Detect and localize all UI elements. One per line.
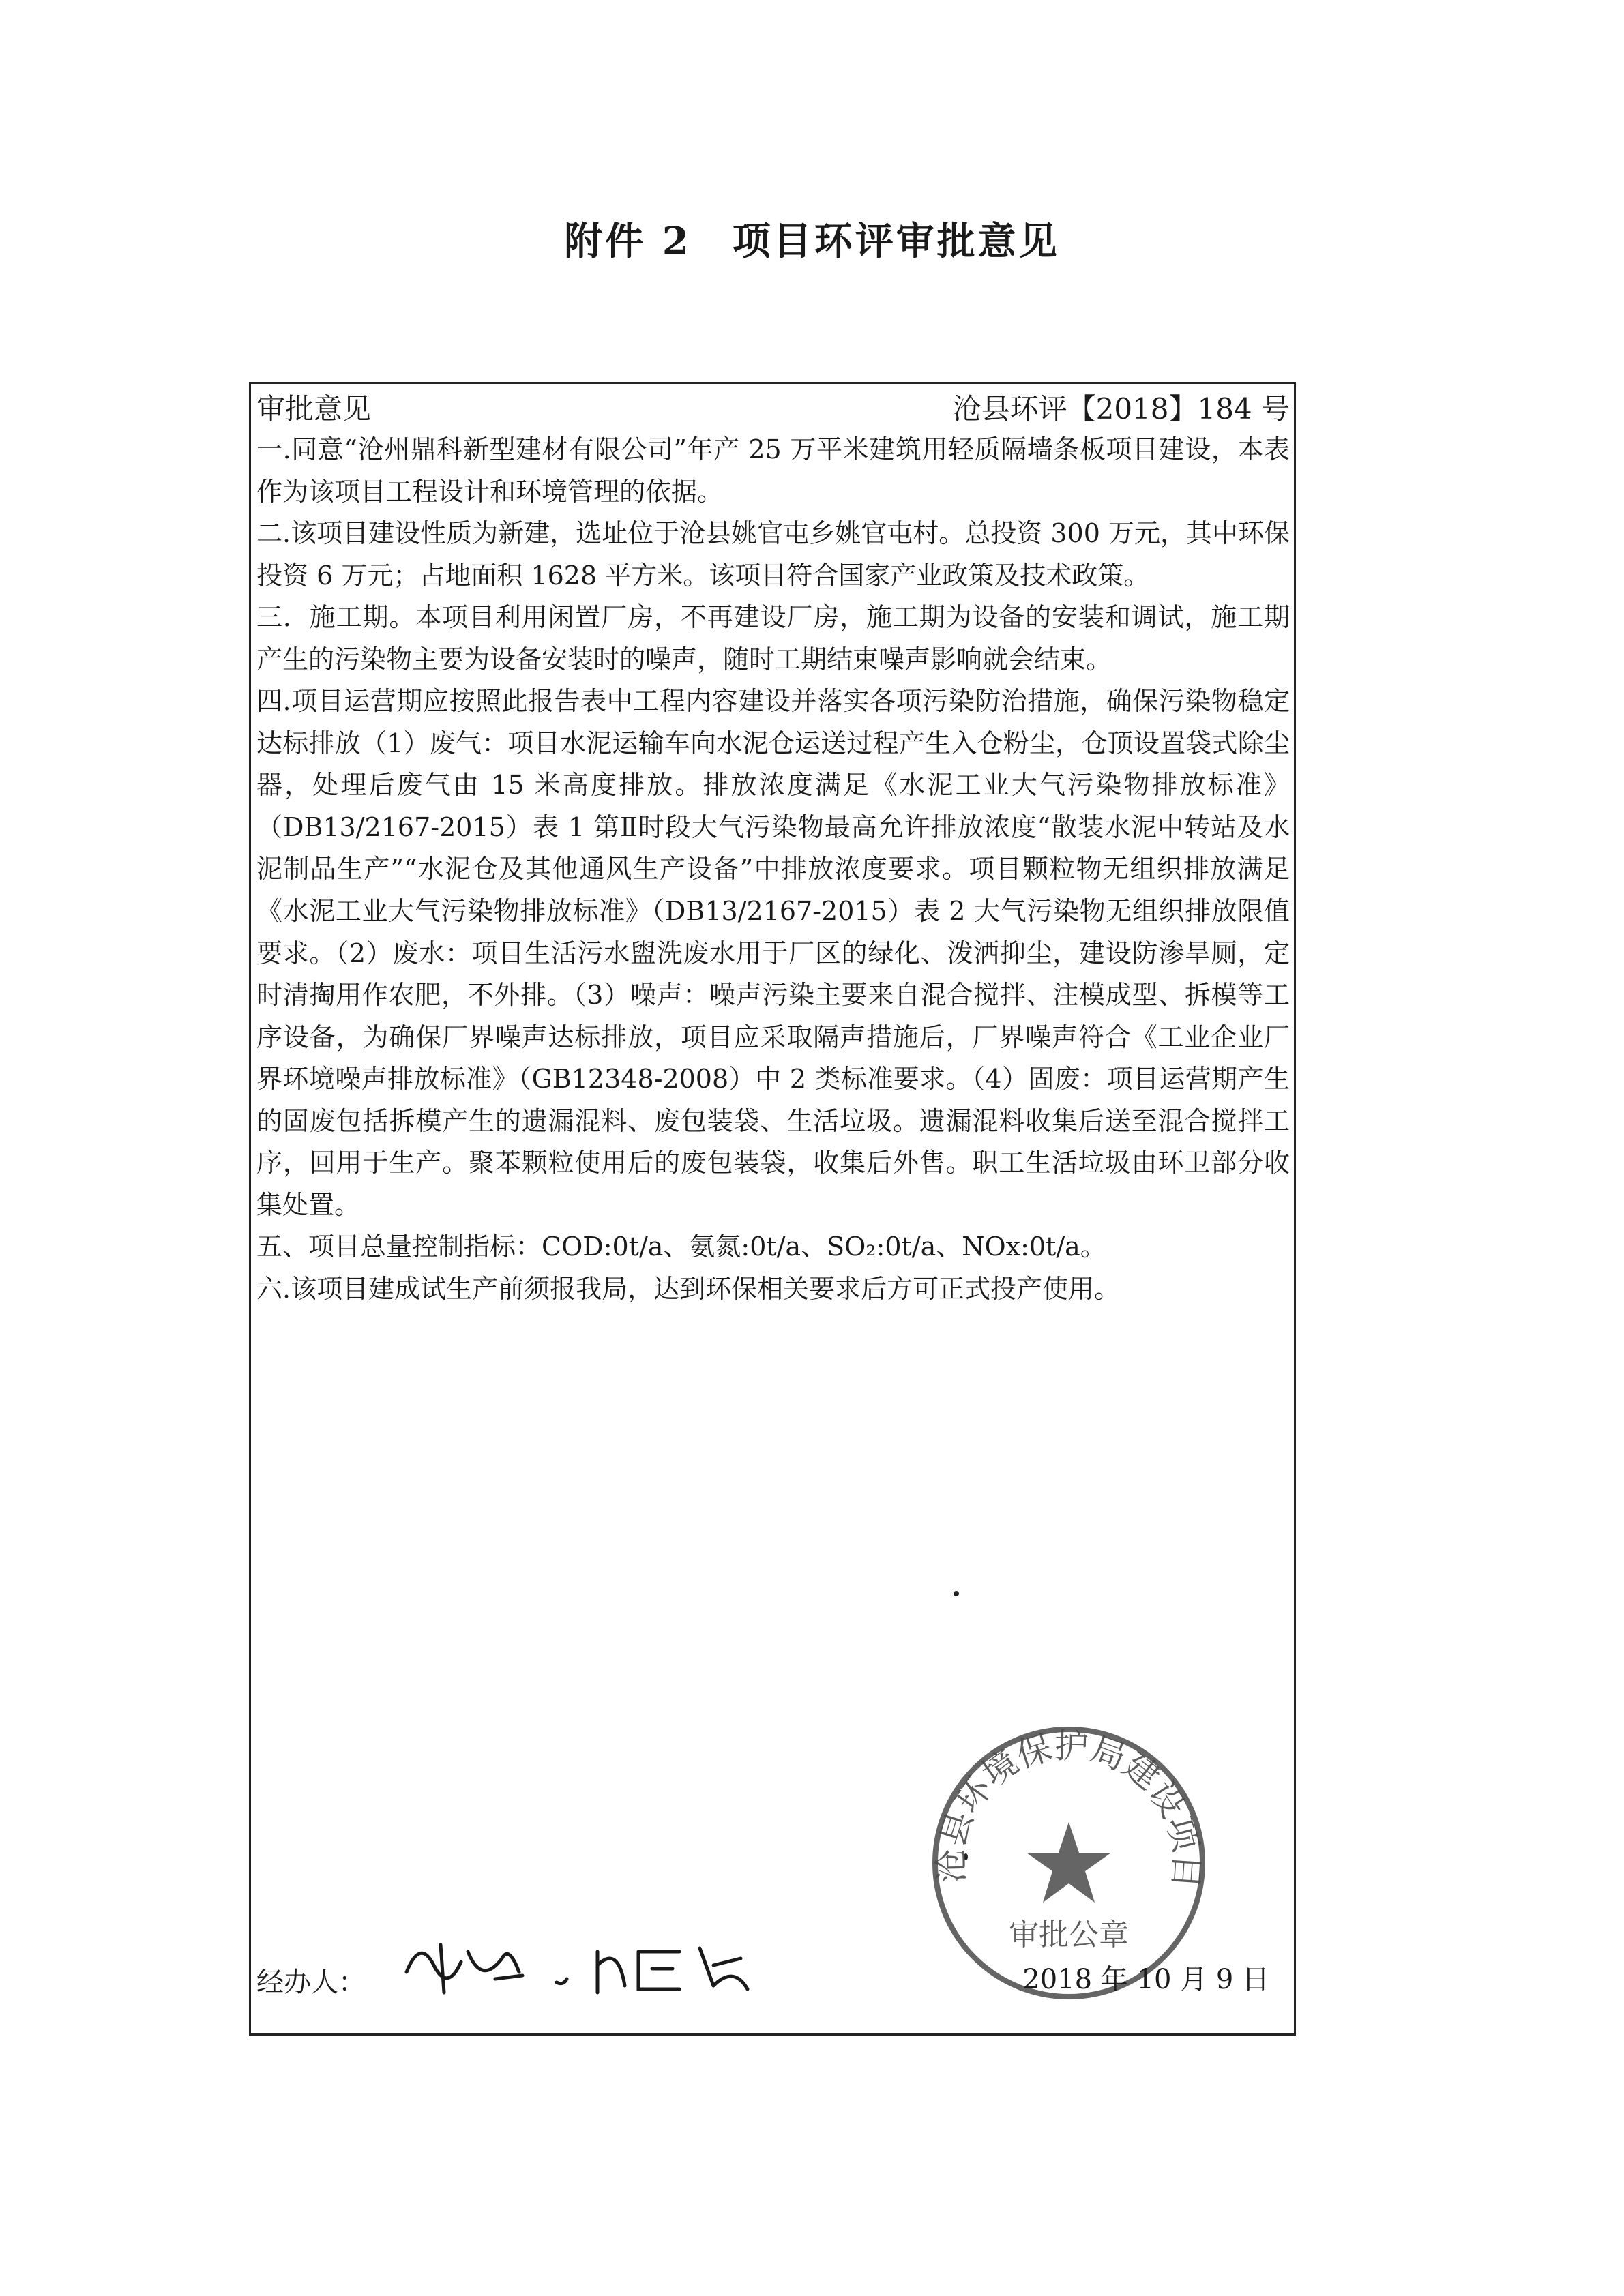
paragraph: 六.该项目建成试生产前须报我局，达到环保相关要求后方可正式投产使用。 bbox=[256, 1273, 1121, 1304]
scan-speck bbox=[954, 1591, 959, 1596]
approval-box bbox=[249, 382, 1296, 2036]
document-number: 沧县环评【2018】184 号 bbox=[952, 392, 1290, 426]
box-header bbox=[256, 387, 1290, 428]
seal-lettering-bottom: 审批公章 bbox=[1009, 1918, 1129, 1952]
seal-lettering: 沧县环境保护局建设项目 bbox=[931, 1726, 1207, 1890]
paragraph: 四.项目运营期应按照此报告表中工程内容建设并落实各项污染防治措施，确保污染物稳定达标排放（1）废气：项目水泥运输车向水泥仓运送过程产生入仓粉尘，仓顶设置袋式除尘器，处理后废气由 15 米高度排放。排放浓度满足《水泥工业大气污染物排放标准》（DB13/2167-2015）表 1 第Ⅱ时段大气污染物最高允许排放浓度“散装水泥中转站及水泥制品生产”“水泥仓及其他通风生产设备”中排放浓度要求。项目颗粒物无组织排放满足《水泥工业大气污染物排放标准》（DB13/2167-2015）表 2 大气污染物无组织排放限值要求。（2）废水：项目生活污水盥洗废水用于厂区的绿化、泼洒抑尘，建设防渗旱厕，定时清掏用作农肥，不外排。（3）噪声：噪声污染主要来自混合搅拌、注模成型、拆模等工序设备，为确保厂界噪声达标排放，项目应采取隔声措施后，厂界噪声符合《工业企业厂界环境噪声排放标准》（GB12348-2008）中 2 类标准要求。（4）固废：项目运营期产生的固废包括拆模产生的遗漏混料、废包装袋、生活垃圾。遗漏混料收集后送至混合搅拌工序，回用于生产。聚苯颗粒使用后的废包装袋，收集后外售。职工生活垃圾由环卫部分收集处置。 bbox=[256, 686, 1290, 1220]
handler-label: 经办人： bbox=[256, 1967, 366, 1998]
handwritten-signature bbox=[393, 1924, 775, 2006]
approval-body bbox=[256, 429, 1290, 1310]
approval-heading: 审批意见 bbox=[256, 392, 372, 426]
page-title: 附件 2 项目环评审批意见 bbox=[564, 219, 1060, 264]
paragraph: 三．施工期。本项目利用闲置厂房，不再建设厂房，施工期为设备的安装和调试，施工期产生的污染物主要为设备安装时的噪声，随时工期结束噪声影响就会结束。 bbox=[256, 602, 1290, 674]
footer bbox=[256, 1924, 1290, 2006]
approval-date: 2018 年 10 月 9 日 bbox=[1022, 1964, 1269, 1995]
paragraph: 二.该项目建设性质为新建，选址位于沧县姚官屯乡姚官屯村。总投资 300 万元，其中环保投资 6 万元；占地面积 1628 平方米。该项目符合国家产业政策及技术政策。 bbox=[256, 518, 1290, 591]
paragraph: 五、项目总量控制指标：COD:0t/a、氨氮:0t/a、SO₂:0t/a、NOx:0t/a。 bbox=[256, 1232, 1106, 1262]
paragraph: 一.同意“沧州鼎科新型建材有限公司”年产 25 万平米建筑用轻质隔墙条板项目建设，本表作为该项目工程设计和环境管理的依据。 bbox=[256, 434, 1290, 507]
seal-star-icon bbox=[1027, 1822, 1111, 1903]
